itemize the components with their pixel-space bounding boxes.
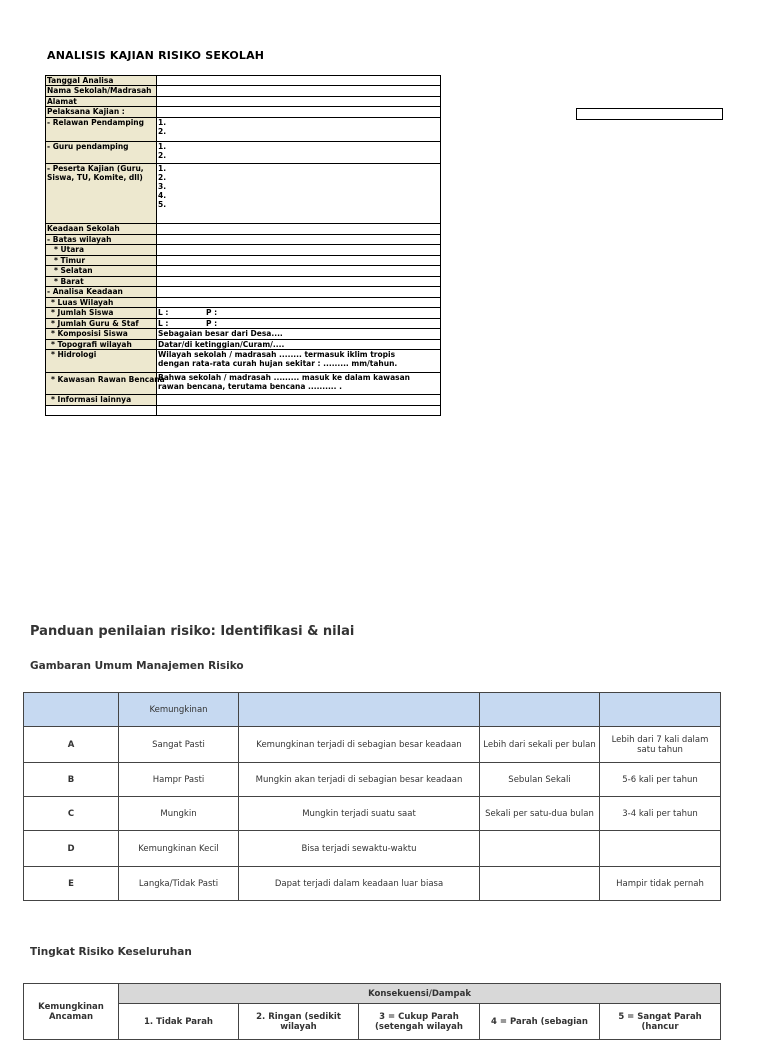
- consequence-column-header: 5 = Sangat Parah (hancur: [600, 1004, 721, 1040]
- form-label: - Batas wilayah: [46, 235, 157, 245]
- table-cell: Dapat terjadi dalam keadaan luar biasa: [239, 867, 480, 901]
- consequence-column-header: 1. Tidak Parah: [119, 1004, 239, 1040]
- form-value[interactable]: Sebagaian besar dari Desa....: [157, 329, 441, 340]
- table-row: [24, 797, 721, 831]
- list-item: 2.: [158, 173, 167, 182]
- table-row: [24, 727, 721, 763]
- form-label: Tanggal Analisa: [46, 76, 157, 86]
- table-cell: Mungkin terjadi suatu saat: [239, 797, 480, 831]
- form-label: * Selatan: [46, 266, 157, 277]
- form-value[interactable]: [157, 164, 441, 224]
- form-label: - Guru pendamping: [46, 142, 157, 164]
- text-line: Bahwa sekolah / madrasah ......... masuk ke dalam kawasan: [158, 373, 411, 382]
- form-value[interactable]: [157, 287, 441, 298]
- table-cell: Lebih dari 7 kali dalam satu tahun: [600, 727, 721, 763]
- female-count-label: P :: [206, 308, 218, 317]
- table-row: [24, 763, 721, 797]
- table-cell: [480, 867, 600, 901]
- table-cell: Hampr Pasti: [119, 763, 239, 797]
- table-header-cell: [480, 693, 600, 727]
- likelihood-table: [23, 692, 721, 901]
- table-cell: Hampir tidak pernah: [600, 867, 721, 901]
- form-label: * Topografi wilayah: [46, 340, 157, 350]
- form-label: - Peserta Kajian (Guru, Siswa, TU, Komite, dll): [46, 164, 157, 224]
- table-cell: D: [24, 831, 119, 867]
- list-item: 1.: [158, 142, 167, 151]
- table-cell: E: [24, 867, 119, 901]
- form-label: * Luas Wilayah: [46, 298, 157, 308]
- form-label: * Hidrologi: [46, 350, 157, 373]
- form-label: [46, 406, 157, 416]
- form-label: * Jumlah Siswa: [46, 308, 157, 319]
- table-header-cell: [239, 693, 480, 727]
- female-count-label: P :: [206, 319, 218, 328]
- table-cell: 5-6 kali per tahun: [600, 763, 721, 797]
- list-item: 3.: [158, 182, 167, 191]
- table-cell: [480, 831, 600, 867]
- overall-risk-table: [23, 983, 721, 1040]
- male-count-label: L :: [158, 319, 169, 328]
- form-label: - Relawan Pendamping: [46, 118, 157, 142]
- table-cell: B: [24, 763, 119, 797]
- table-cell: Langka/Tidak Pasti: [119, 867, 239, 901]
- table-cell: Kemungkinan Kecil: [119, 831, 239, 867]
- table-cell: Sebulan Sekali: [480, 763, 600, 797]
- form-label: Pelaksana Kajian :: [46, 107, 157, 118]
- table-row: [24, 831, 721, 867]
- form-value[interactable]: [157, 76, 441, 86]
- table-cell: Kemungkinan terjadi di sebagian besar keadaan: [239, 727, 480, 763]
- risk-analysis-form: [45, 75, 441, 416]
- form-value[interactable]: Datar/di ketinggian/Curam/....: [157, 340, 441, 350]
- table-header-cell: [600, 693, 721, 727]
- table-cell: Bisa terjadi sewaktu-waktu: [239, 831, 480, 867]
- document-title: ANALISIS KAJIAN RISIKO SEKOLAH: [47, 49, 265, 62]
- form-value[interactable]: [157, 298, 441, 308]
- form-value[interactable]: [157, 350, 441, 373]
- form-value[interactable]: [157, 118, 441, 142]
- text-line: Wilayah sekolah / madrasah ........ termasuk iklim tropis: [158, 350, 396, 359]
- form-value[interactable]: [157, 277, 441, 287]
- list-item: 1.: [158, 118, 167, 127]
- form-value[interactable]: [157, 107, 441, 118]
- form-label: Alamat: [46, 97, 157, 107]
- table-cell: 3-4 kali per tahun: [600, 797, 721, 831]
- table-header-cell: Kemungkinan: [119, 693, 239, 727]
- form-value[interactable]: [157, 224, 441, 235]
- empty-cell-box[interactable]: [576, 108, 723, 120]
- male-count-label: L :: [158, 308, 169, 317]
- guide-subheading: Gambaran Umum Manajemen Risiko: [30, 660, 244, 672]
- form-value[interactable]: [157, 97, 441, 107]
- consequence-group-header: Konsekuensi/Dampak: [119, 984, 721, 1004]
- table-header-cell: [24, 693, 119, 727]
- form-value[interactable]: [157, 235, 441, 245]
- form-value[interactable]: [157, 395, 441, 406]
- form-value[interactable]: [157, 266, 441, 277]
- table-cell: A: [24, 727, 119, 763]
- form-value[interactable]: [157, 308, 441, 319]
- form-label: * Barat: [46, 277, 157, 287]
- form-value[interactable]: [157, 245, 441, 256]
- consequence-column-header: 3 = Cukup Parah (setengah wilayah: [359, 1004, 480, 1040]
- form-label: * Timur: [46, 256, 157, 266]
- consequence-column-header: 4 = Parah (sebagian: [480, 1004, 600, 1040]
- form-value[interactable]: [157, 256, 441, 266]
- table-cell: C: [24, 797, 119, 831]
- table-cell: Sekali per satu-dua bulan: [480, 797, 600, 831]
- form-label: Keadaan Sekolah: [46, 224, 157, 235]
- form-label: * Jumlah Guru & Staf: [46, 319, 157, 329]
- list-item: 5.: [158, 200, 167, 209]
- form-label: - Analisa Keadaan: [46, 287, 157, 298]
- list-item: 2.: [158, 151, 167, 160]
- table-cell: Sangat Pasti: [119, 727, 239, 763]
- form-label: * Informasi lainnya: [46, 395, 157, 406]
- text-line: dengan rata-rata curah hujan sekitar : ......... mm/tahun.: [158, 359, 398, 368]
- likelihood-column-header: Kemungkinan Ancaman: [24, 984, 119, 1040]
- consequence-column-header: 2. Ringan (sedikit wilayah: [239, 1004, 359, 1040]
- form-value[interactable]: [157, 406, 441, 416]
- form-value[interactable]: [157, 373, 441, 395]
- list-item: 4.: [158, 191, 167, 200]
- form-value[interactable]: [157, 142, 441, 164]
- form-value[interactable]: [157, 319, 441, 329]
- guide-heading: Panduan penilaian risiko: Identifikasi & nilai: [30, 624, 355, 639]
- text-line: rawan bencana, terutama bencana .......... .: [158, 382, 342, 391]
- form-label: * Kawasan Rawan Bencana: [46, 373, 157, 395]
- table-cell: Mungkin: [119, 797, 239, 831]
- form-label: * Utara: [46, 245, 157, 256]
- table-cell: Mungkin akan terjadi di sebagian besar keadaan: [239, 763, 480, 797]
- table-cell: Lebih dari sekali per bulan: [480, 727, 600, 763]
- table-row: [24, 867, 721, 901]
- form-label: * Komposisi Siswa: [46, 329, 157, 340]
- form-label: Nama Sekolah/Madrasah: [46, 86, 157, 97]
- table-cell: [600, 831, 721, 867]
- form-value[interactable]: [157, 86, 441, 97]
- list-item: 2.: [158, 127, 167, 136]
- list-item: 1.: [158, 164, 167, 173]
- overall-risk-heading: Tingkat Risiko Keseluruhan: [30, 946, 192, 958]
